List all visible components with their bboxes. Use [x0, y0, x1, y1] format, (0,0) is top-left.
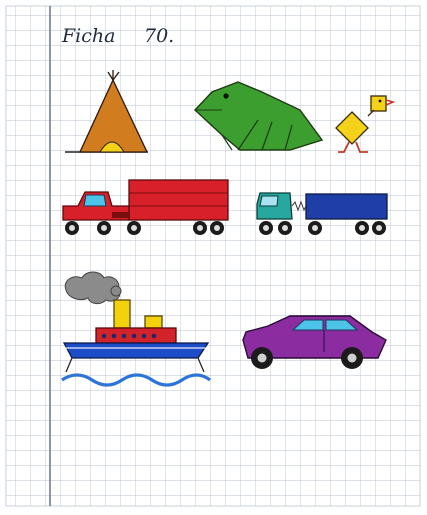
- worksheet-title: Ficha: [62, 25, 116, 47]
- worksheet-number: 70.: [144, 25, 175, 47]
